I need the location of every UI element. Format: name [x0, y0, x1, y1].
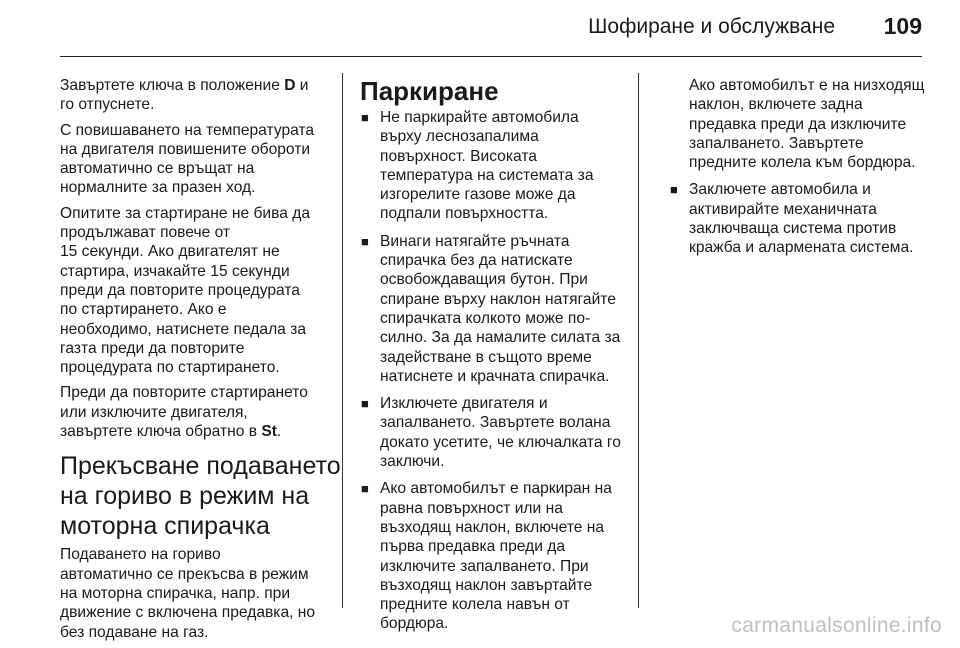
text-line: продължават повече от: [60, 224, 231, 242]
text-line: спирачката колкото може по-: [380, 309, 591, 327]
text-line: Не паркирайте автомобила: [380, 109, 579, 126]
watermark-text: carmanualsonline.info: [731, 614, 942, 637]
text-line: автоматично се прекъсва в режим: [60, 565, 309, 583]
text-fragment: Завъртете ключа в положение: [60, 77, 285, 94]
text-line: без подаване на газ.: [60, 623, 209, 641]
text-line: Изключете двигателя и: [380, 395, 548, 413]
bold-position-d: D: [284, 77, 296, 94]
column-left: [60, 76, 341, 648]
text-line: автоматично се връщат на: [60, 160, 255, 178]
text-line: силно. За да намалите силата за: [380, 329, 621, 347]
heading-line: на гориво в режим на: [60, 482, 310, 511]
section-heading-fuel-cutoff: [60, 451, 341, 541]
text-line: Ако автомобилът е на низходящ: [689, 77, 925, 94]
column-middle: [360, 76, 632, 642]
text-line: наклон, включете задна: [689, 96, 863, 114]
column-divider: [342, 73, 343, 608]
text-line: на моторна спирачка, напр. при: [60, 584, 291, 602]
text-line: възходящ наклон завъртайте: [380, 576, 593, 594]
heading-line: моторна спирачка: [60, 512, 270, 541]
bullet-icon: ■: [670, 182, 678, 198]
text-line: спирачка без да натискате: [380, 252, 573, 270]
list-item: [669, 180, 927, 257]
text-line: бордюра.: [380, 615, 449, 633]
paragraph-repeat-start: [60, 383, 328, 441]
text-line: или изключите двигателя,: [60, 403, 248, 421]
text-line: изгорелите газове може да: [380, 186, 576, 204]
header-rule: [60, 56, 922, 57]
text-line: Заключете автомобила и: [689, 181, 871, 199]
text-line: [60, 76, 328, 95]
text-line: първа предавка преди да: [380, 538, 566, 556]
text-line: запалването. Завъртете: [689, 134, 864, 152]
text-line: стартира, изчакайте 15 секунди: [60, 262, 290, 280]
bold-position-st: St: [261, 423, 277, 441]
text-fragment: и: [295, 77, 309, 94]
text-line: Ако автомобилът е паркиран на: [380, 480, 612, 498]
text-line: предните колела към бордюра.: [689, 154, 916, 172]
text-line: предавка преди да изключите: [689, 115, 907, 133]
text-line: изключите запалването. При: [380, 557, 589, 575]
text-line: С повишаването на температурата: [60, 121, 315, 139]
text-line: натиснете и крачната спирачка.: [380, 367, 610, 385]
list-item: [360, 394, 632, 471]
text-line: възходящ наклон, включете на: [380, 518, 605, 536]
bullet-icon: ■: [361, 110, 369, 125]
text-line: газта преди да повторите: [60, 339, 245, 357]
page-header: [0, 0, 960, 60]
text-fragment: .: [276, 423, 282, 441]
text-line: кражба и алармената система.: [689, 239, 914, 257]
parking-list-continued: [669, 180, 927, 257]
text-line: заключваща система против: [689, 220, 897, 238]
text-line: нормалните за празен ход.: [60, 179, 256, 197]
paragraph-fuel-cutoff: [60, 545, 328, 641]
text-line: 15 секунди. Ако двигателят не: [60, 243, 280, 261]
list-item-continuation: [669, 76, 927, 172]
paragraph-idle-speed: [60, 121, 328, 198]
text-line: Подаването на гориво: [60, 546, 221, 564]
text-line: спиране върху наклон натягайте: [380, 290, 616, 308]
text-line: необходимо, натиснете педала за: [60, 320, 306, 338]
bullet-icon: ■: [361, 233, 369, 249]
text-line: движение с включена предавка, но: [60, 604, 316, 622]
text-line: Опитите за стартиране не бива да: [60, 204, 310, 222]
text-line: преди да повторите процедурата: [60, 281, 300, 299]
parking-list: [360, 108, 632, 634]
column-right: [669, 76, 927, 266]
text-line: Винаги натягайте ръчната: [380, 232, 570, 250]
list-item: [360, 232, 632, 386]
heading-line: Прекъсване подаването: [60, 452, 341, 481]
text-fragment: завъртете ключа обратно в: [60, 423, 262, 441]
text-line: предните колела навън от: [380, 596, 570, 614]
running-title: Шофиране и обслужване: [588, 15, 835, 38]
bullet-icon: ■: [361, 481, 369, 497]
text-line: по стартирането. Ако е: [60, 301, 227, 319]
text-line: го отпуснете.: [60, 96, 155, 114]
text-line: активирайте механичната: [689, 200, 877, 218]
page-number: 109: [883, 13, 922, 39]
text-line: на двигателя повишените обороти: [60, 140, 311, 158]
text-line: Преди да повторите стартирането: [60, 384, 308, 402]
text-line: докато усетите, че ключалката го: [380, 433, 621, 451]
text-line: освобождаващия бутон. При: [380, 271, 588, 289]
text-line: подпали повърхността.: [380, 205, 549, 223]
text-line: повърхност. Високата: [380, 147, 537, 165]
paragraph-start-attempts: [60, 204, 328, 378]
list-item: [360, 479, 632, 633]
paragraph-key-position: [60, 76, 328, 115]
section-heading-parking: Паркиране: [360, 76, 499, 106]
text-line: задействане в същото време: [380, 348, 592, 366]
text-line: процедурата по стартирането.: [60, 359, 280, 377]
text-line: температура на системата за: [380, 166, 594, 184]
bullet-icon: ■: [361, 396, 369, 412]
text-line: равна повърхност или на: [380, 499, 563, 517]
text-line: [60, 422, 328, 441]
list-item: [360, 108, 632, 224]
text-line: заключи.: [380, 453, 445, 471]
column-divider: [638, 73, 639, 608]
text-line: върху леснозапалима: [380, 128, 539, 146]
text-line: запалването. Завъртете волана: [380, 414, 611, 432]
